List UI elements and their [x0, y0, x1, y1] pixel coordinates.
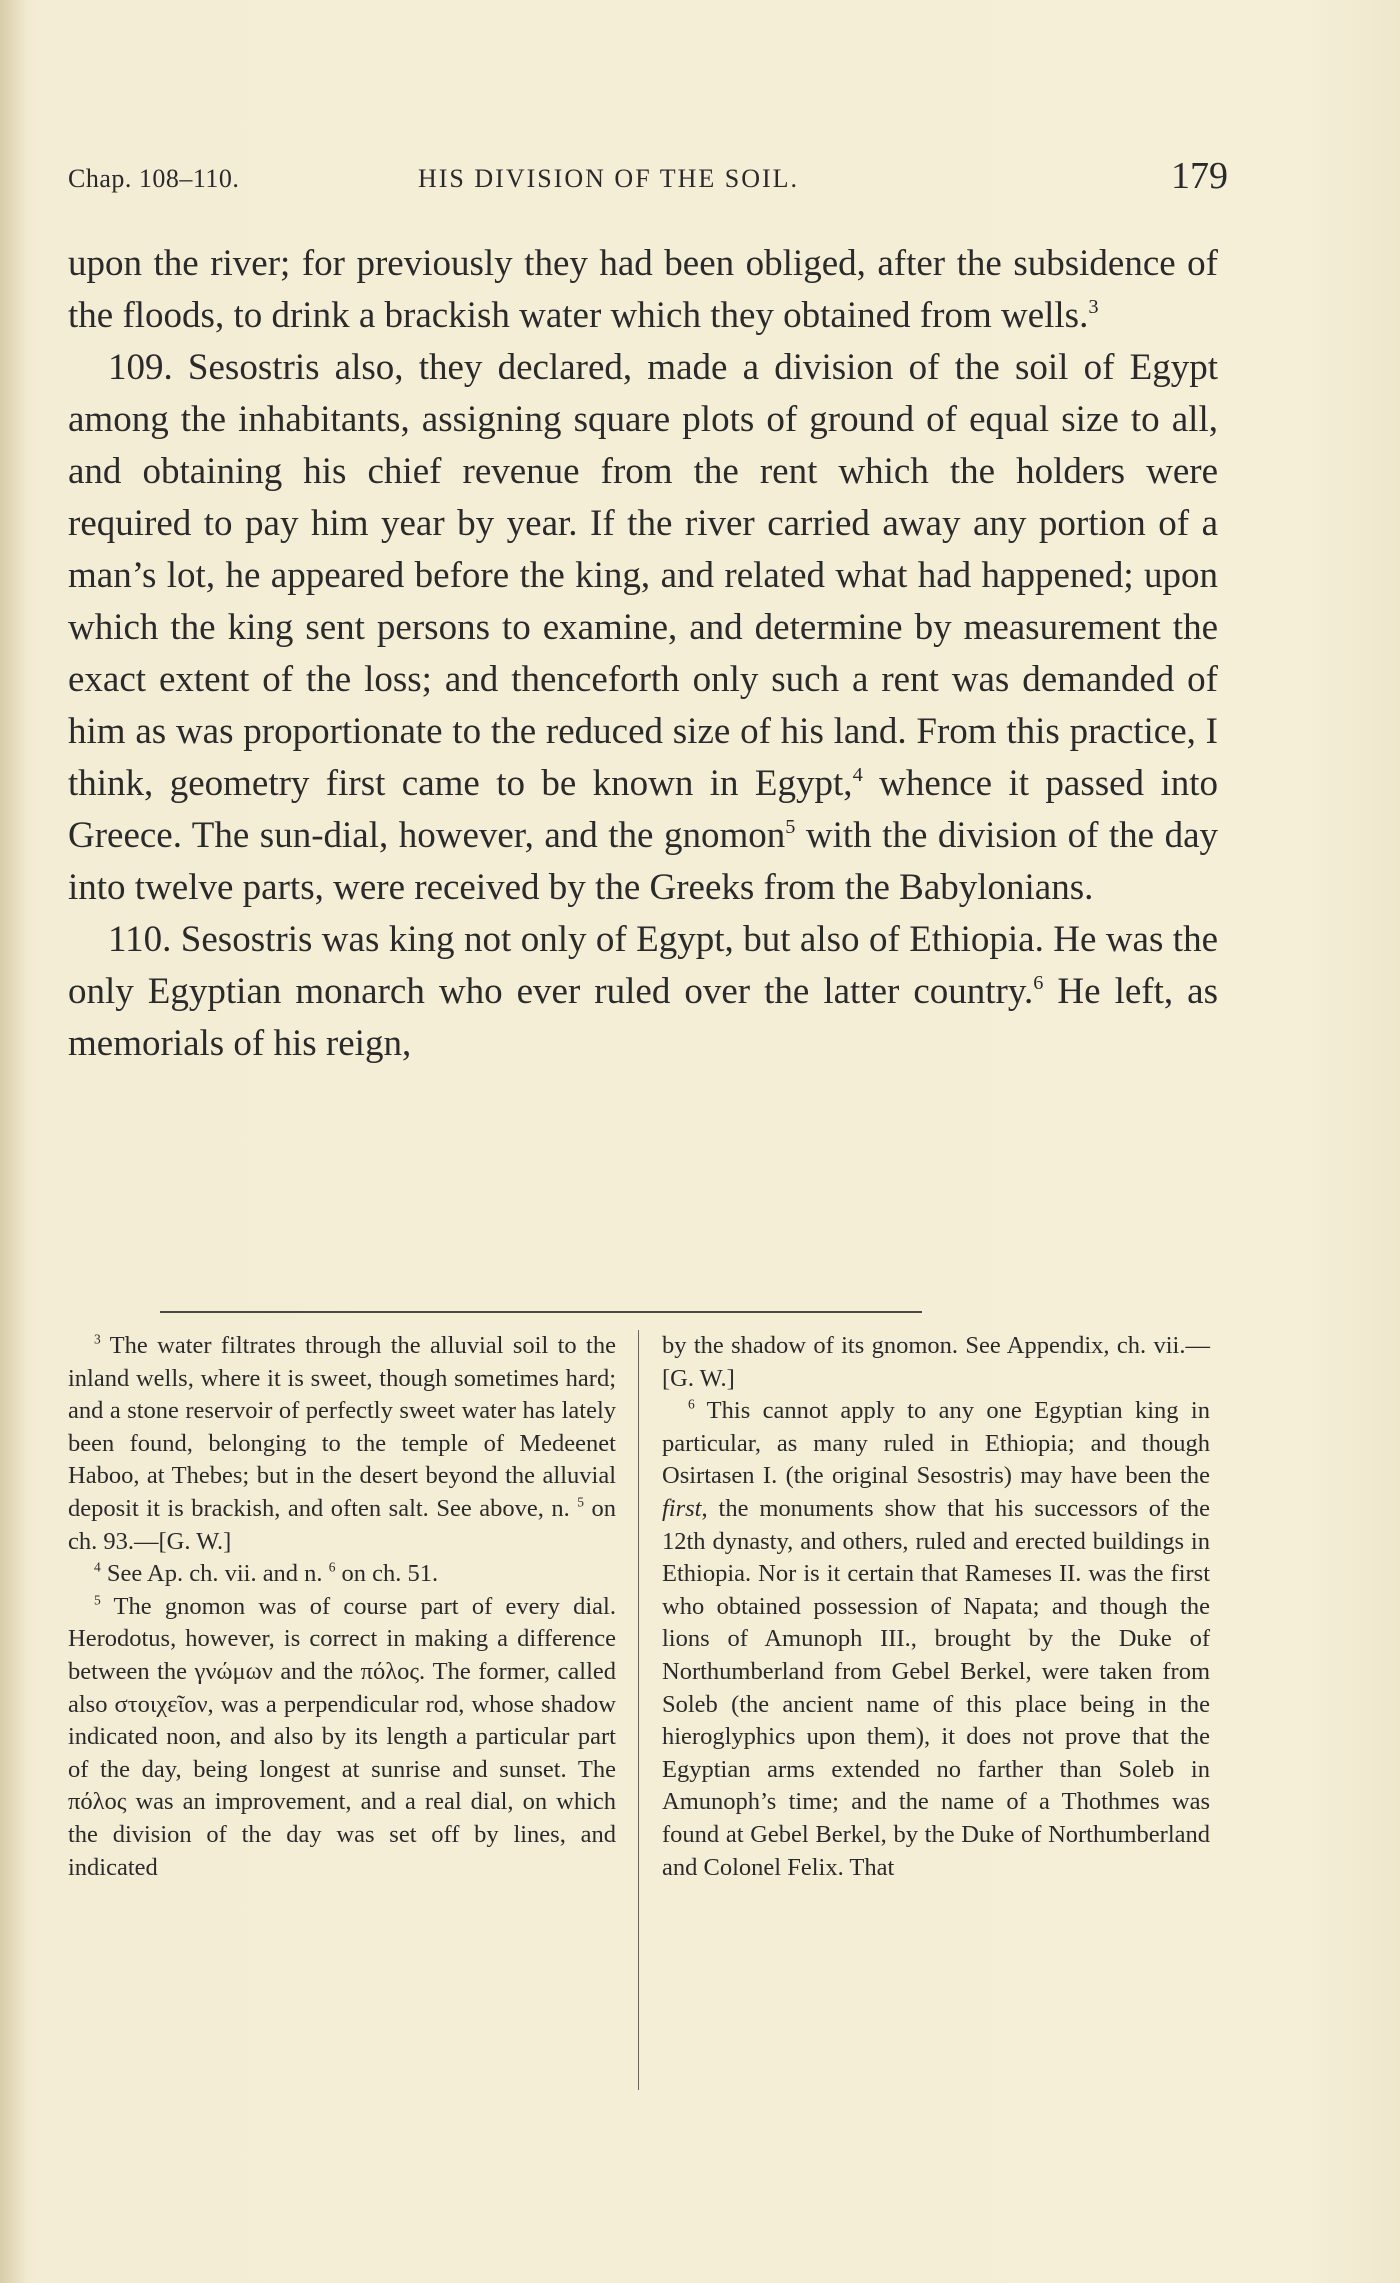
paragraph-108-end: upon the river; for previously they had been obliged, after the subsidence of the floods, to drink a brackish water which they obtained from wells.$^3$: [68, 243, 1218, 336]
running-header: [68, 155, 1228, 200]
footnote-3: $^3$ The water filtrates through the alluvial soil to the inland wells, where it is sweet, though sometimes hard; and a stone reservoir of perfectly sweet water has lately been found, belonging to the temple of Medeenet Haboo, at Thebes; but in the desert beyond the alluvial deposit it is brackish, and often salt. See above, n. $^5$ on ch. 93.—[G. W.]: [68, 1331, 616, 1555]
page-spine-shadow: [0, 0, 26, 2283]
footnote-5: $^5$ The gnomon was of course part of every dial. Herodotus, however, is correct in making a difference between the γνώμων and the πόλος. The former, called also στοιχεῖον, was a perpendicular rod, whose shadow indicated noon, and also by its length a particular part of the day, being longest at sunrise and sunset. The πόλος was an improvement, and a real dial, on which the division of the day was set off by lines, and indicated: [68, 1592, 616, 1881]
footnote-5-continued: by the shadow of its gnomon. See Appendix, ch. vii.—[G. W.]: [662, 1332, 1210, 1392]
footnote-rule: [160, 1311, 922, 1313]
running-title: HIS DIVISION OF THE SOIL.: [418, 164, 800, 193]
footnote-4: $^4$ See Ap. ch. vii. and n. $^6$ on ch. 51.: [94, 1559, 439, 1588]
footnotes: [68, 1330, 1218, 2110]
footnotes-left-column: [68, 1330, 616, 1884]
paragraph-110: 110. Sesostris was king not only of Egypt, but also of Ethiopia. He was the only Egyptian monarch who ever ruled over the latter country.$^6$ He left, as memorials of his reign,: [68, 919, 1218, 1064]
page-number: 179: [1171, 155, 1228, 197]
footnotes-right-column: [662, 1330, 1210, 1884]
footnote-6: $^6$ This cannot apply to any one Egyptian king in particular, as many ruled in Ethiopia; and though Osirtasen I. (the original Sesostris) may have been the first, the monuments show that his successors of the 12th dynasty, and others, ruled and erected buildings in Ethiopia. Nor is it certain that Rameses II. was the first who obtained possession of Napata; and though the lions of Amunoph III., brought by the Duke of Northumberland from Gebel Berkel, were taken from Soleb (the ancient name of this place being in the hieroglyphics upon them), it does not prove that the Egyptian arms extended no farther than Soleb in Amunoph’s time; and the name of a Thothmes was found at Gebel Berkel, by the Duke of Northumberland and Colonel Felix. That: [662, 1396, 1210, 1881]
column-divider: [638, 1330, 639, 2090]
footnote-ref-5: 5: [785, 815, 796, 838]
paragraph-109: 109. Sesostris also, they declared, made a division of the soil of Egypt among the inhabitants, assigning square plots of ground of equal size to all, and obtaining his chief revenue from the rent which the holders were required to pay him year by year. If the river carried away any portion of a man’s lot, he appeared before the king, and related what had happened; upon which the king sent persons to examine, and determine by measurement the exact extent of the loss; and thenceforth only such a rent was demanded of him as was proportionate to the reduced size of his land. From this practice, I think, geometry first came to be known in Egypt,$^4$ whence it passed into Greece. The sun-dial, however, and the gnomon$^5$ with the division of the day into twelve parts, were received by the Greeks from the Babylonians.: [68, 347, 1218, 908]
footnote-ref-3: 3: [1088, 295, 1099, 318]
chapter-reference: Chap. 108–110.: [68, 164, 240, 193]
main-text: [68, 238, 1218, 1070]
footnote-ref-6: 6: [1033, 971, 1044, 994]
footnote-ref-4: 4: [852, 763, 863, 786]
